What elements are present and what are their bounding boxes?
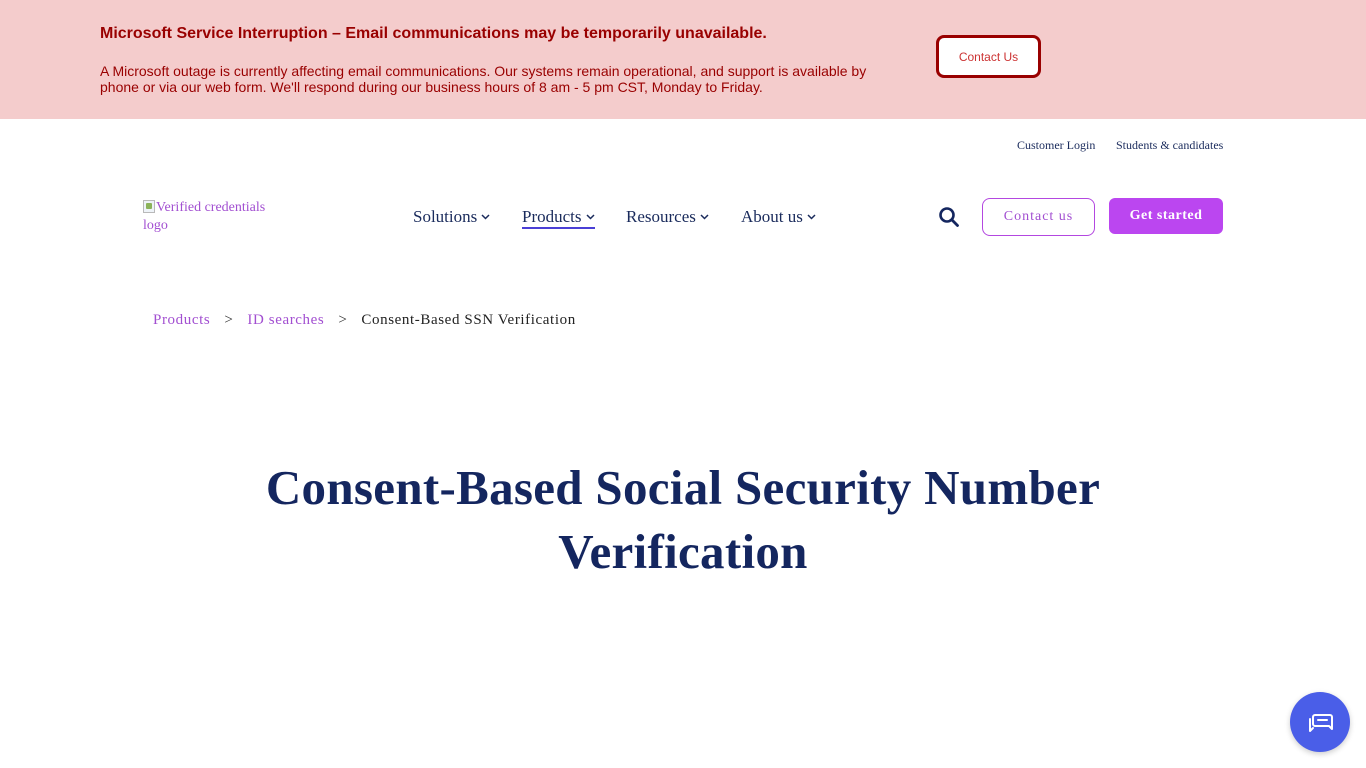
- breadcrumb-separator: >: [338, 312, 348, 328]
- broken-image-icon: [143, 200, 155, 213]
- contact-us-button[interactable]: Contact us: [982, 198, 1095, 236]
- chevron-down-icon: [586, 214, 595, 220]
- site-logo[interactable]: [143, 199, 293, 235]
- chevron-down-icon: [807, 214, 816, 220]
- alert-body: A Microsoft outage is currently affecting email communications. Our systems remain operational, and support is available by phone or via our web form. We'll respond during our business hours of 8 am - 5 pm CST, Monday to Friday.: [100, 63, 867, 95]
- breadcrumb-separator: >: [224, 312, 234, 328]
- chat-icon: [1305, 707, 1335, 737]
- alert-title: Microsoft Service Interruption – Email communications may be temporarily unavailable.: [100, 25, 767, 42]
- chevron-down-icon: [481, 214, 490, 220]
- logo-alt-text: Verified credentials logo: [143, 200, 266, 233]
- get-started-button[interactable]: Get started: [1109, 198, 1223, 234]
- breadcrumb-current: Consent-Based SSN Verification: [361, 312, 576, 328]
- service-alert-banner: [0, 0, 1366, 119]
- customer-login-link[interactable]: Customer Login: [1017, 138, 1096, 152]
- chat-widget-button[interactable]: [1290, 692, 1350, 752]
- breadcrumb-id-searches[interactable]: ID searches: [247, 312, 325, 328]
- alert-contact-button[interactable]: Contact Us: [936, 35, 1041, 78]
- page-title: Consent-Based Social Security Number Verification: [265, 460, 1101, 579]
- nav-item-label: Resources: [626, 207, 696, 226]
- chevron-down-icon: [700, 214, 709, 220]
- nav-item-resources[interactable]: [626, 205, 709, 229]
- nav-item-about-us[interactable]: [741, 205, 816, 229]
- breadcrumb-products[interactable]: Products: [153, 312, 211, 328]
- nav-item-label: Products: [522, 207, 582, 226]
- nav-item-products[interactable]: [522, 205, 595, 229]
- nav-item-label: Solutions: [413, 207, 478, 226]
- nav-item-label: About us: [741, 207, 803, 226]
- students-candidates-link[interactable]: Students & candidates: [1116, 138, 1224, 152]
- breadcrumb: [153, 312, 576, 329]
- nav-item-solutions[interactable]: [413, 205, 490, 229]
- search-icon[interactable]: [938, 206, 960, 228]
